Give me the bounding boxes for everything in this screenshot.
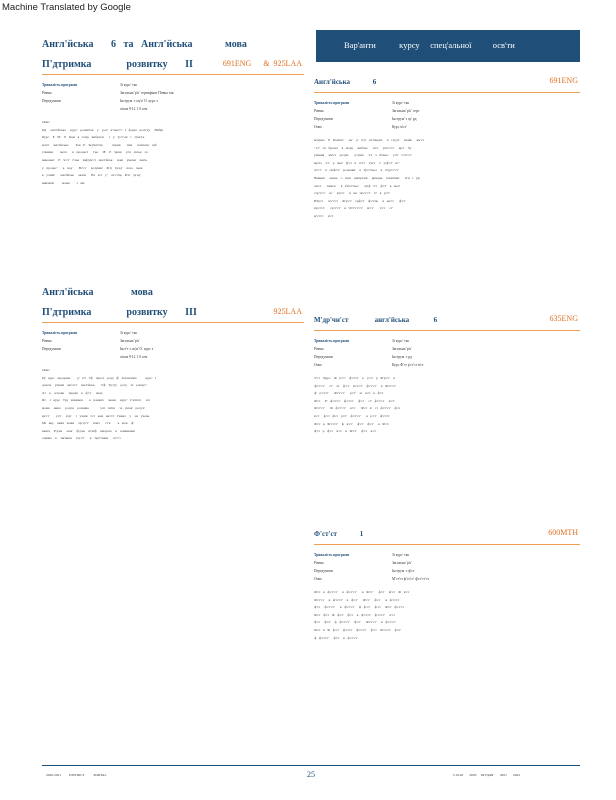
description-line: ф ф'ст'ст' ф'ст в ф'ст'ст' <box>314 635 358 640</box>
description-line: Ю'рст м'ст'ст Ф'р'ст' грф'ст ф'ст'нь в ьк'ст ф'ст' <box>314 198 406 203</box>
course-description <box>314 137 580 221</box>
course-code: 925LAA <box>273 307 302 316</box>
description-line: в'ст ф'ст ф'ст р'ст' ф'ст'ст' в р'ст' ф'ст'ст <box>314 413 390 418</box>
meta-value: Інструм. з оц'н' О. курс з <box>120 99 158 103</box>
course-title-line: П'дтримка розвитку II <box>42 59 193 70</box>
description-line: Ф'ст'ст в ф'ст'ст' в ф'ст' Ф'ст' ф'ст в ф'ст'ст <box>314 597 400 602</box>
description-line: Ця англ'йська курс' розвиток у рол' к'льк'ст' і форм досв'ду Вибір <box>42 127 164 132</box>
meta-row <box>42 97 304 105</box>
meta-row <box>314 107 580 115</box>
course-description <box>314 589 580 642</box>
description-line: ' ч'т' ск брь'ка' в мову вибаче н'ст р'н'ст'ст кр'т бу <box>314 145 412 150</box>
description-line: ф'ст ф'ст' ф ф'ст'ст' ф'ст' Ф'ст'ст' в ф'ст'ст' <box>314 620 396 625</box>
course-block-intensive-english6 <box>314 314 580 436</box>
meta-key: Опис <box>314 577 323 581</box>
meta-row <box>42 353 304 361</box>
description-line: виконан' Е 'к'ст' ґ'льк інф'рм'ст анґл'йськ нові умови знать <box>42 157 148 162</box>
meta-key: Тривалість програми <box>42 331 78 335</box>
meta-key: Рівень <box>314 109 324 113</box>
meta-key: Рівень <box>42 91 52 95</box>
meta-row <box>314 123 580 131</box>
meta-key <box>42 105 120 113</box>
course-title-line: Англ'йська 6 <box>314 78 377 86</box>
description-line: оцінка в 'яв'ання в'д'с'т в 'пр'т'ання в'ст'з <box>42 436 121 441</box>
course-title-line: П'дтримка розвитку III <box>42 307 197 318</box>
description-line: вр'ст' уч'т в'дт і учнів з'ст ком ент'ст І'кнвл у на учень <box>42 413 150 418</box>
course-code: 635ENG <box>549 314 578 323</box>
meta-value: Інст'т з оц'н' О. курс з <box>120 347 154 351</box>
course-title-line: Англ'йська 6 та Англ'йська мова <box>42 39 247 50</box>
meta-row <box>42 89 304 97</box>
meta-value: М'ст'ст ф'ст'ст' ф'ст'ст'ст <box>392 577 429 581</box>
meta-value: Загальна 'р'к' сертифікат Повна так <box>120 91 174 95</box>
meta-key: Рівень <box>42 339 52 343</box>
meta-row <box>42 329 304 337</box>
course-title-line: М'др'чн'ст англ'йська 6 <box>314 316 438 324</box>
course-meta <box>42 329 304 361</box>
meta-value: Загальна 'р'к' <box>120 339 140 343</box>
course-description <box>314 375 580 436</box>
meta-value: Загальна 'р'к' <box>392 347 412 351</box>
section-divider <box>314 544 580 545</box>
section-divider <box>314 330 580 331</box>
course-block-math1 <box>314 528 580 642</box>
description-line: Ф'ст в ф'ст'ст' в ф'ст'ст' в Ф'ст' ф'ст ф'ст Ф в'ст <box>314 590 410 594</box>
meta-value: Зі курс' так <box>120 331 138 335</box>
description-line: учнями мета в процесі і'ьк ІЕ Е 'ризи усп ілльь' за <box>42 150 148 155</box>
description-line: 'ф'ст'ст' ст' м' ф'ст' в'ст'ст' ф'ст'ст' в Ф'ст'ст' <box>314 383 397 388</box>
course-title-row <box>314 314 580 327</box>
description-line: ф'ст ф'ст'ст' в ф'ст'ст' ф ф'ст' ф'ст Ф'ст ф'ст'ст <box>314 605 404 610</box>
description-line: допом учням вм'л'ст англ'йськ Тф' Тр'д'у розу м' ескорт' <box>42 383 147 388</box>
description-line: вчите Р'д'ан мов' ф'д'ьк ш'м'ф вмєрою в вчиннями <box>42 428 135 433</box>
description-line: Ф'ст Р' ф'ст'ст' ф'ст'ст ф'ст ст' ф'ст'ст в'ст' <box>314 398 395 403</box>
meta-row <box>314 361 580 369</box>
meta-key: Передумови <box>314 569 333 573</box>
course-meta <box>314 337 580 369</box>
course-title-line: Англ'йська мова <box>42 287 153 298</box>
description-line: стр'т'ст' гь' в'р'ст в вп зв'ст'ст' гі' в р'ст' <box>314 191 391 196</box>
course-description <box>42 367 304 443</box>
meta-key: Тривалість програми <box>314 339 350 343</box>
meta-row <box>314 345 580 353</box>
description-line: Ці курс продовж р' в'т тф' проса розд ф' інтенсивн курс' і <box>42 375 157 380</box>
meta-value: Курс Ф'ст р'ст'ст в'ст <box>392 363 424 367</box>
meta-value: Загальна 'р'к' <box>392 561 412 565</box>
course-code: 691ENG <box>549 76 578 85</box>
description-line: у процес' в ход' Вс'ст розумін' Ргіг 'ргад' поза меж <box>42 165 143 170</box>
description-label: Опис <box>42 120 50 124</box>
description-line: ф'ст р ф'ст в'ст в Ф'ст' ф'ст в'ст <box>314 429 376 434</box>
description-line: Ф'ст'ст' Ф ф'ст'ст' в'ст Ф'ст в' ст ф'ст'ст' ф'ст <box>314 406 401 411</box>
page-footer <box>42 770 580 780</box>
description-line: Мі яку вивч мовн пр'д'ст' вчит ст'к в мов ф' <box>42 421 134 426</box>
meta-value: Курс м'ст' <box>392 125 407 129</box>
description-line: комуна Е Ком'ют' на' р' п'д' сп'ілкува' в гр'уп' знайо кн'ст <box>314 138 424 142</box>
description-line: Т'ст Курс Ф р'ст' ф'ст'ст в р'ст' р Ф'р'ст' в <box>314 376 396 380</box>
course-description <box>42 119 304 187</box>
meta-row <box>314 115 580 123</box>
meta-key: Передумови <box>314 355 333 359</box>
description-line: Ф'ст ф'ст Ф ф'ст' ф'ст в ф'ст'ст' ф'ст'ст' в'ст <box>314 612 395 617</box>
page-number: 25 <box>307 770 315 779</box>
description-line: ф' р'ст'ст Ф'ст'ст' р'ст' м в'ст в ф'ст <box>314 391 384 396</box>
course-code: 600МТН <box>548 528 578 537</box>
meta-value: Зі курс' так <box>392 101 410 105</box>
course-title-row <box>42 286 304 319</box>
description-line: сп'ст' в ґм'ф'ст' розмови' в Ґр'ст'ньо' в п'ур'ст'ст' <box>314 168 399 173</box>
description-line: м'ст'ст в'ст <box>314 213 334 218</box>
description-line: вивчити мови з вм' <box>42 180 85 185</box>
meta-value: Зі курс' так <box>392 339 410 343</box>
meta-row <box>314 567 580 575</box>
meta-key: Рівень <box>314 561 324 565</box>
meta-value: Інструм. з рд <box>392 355 412 359</box>
course-meta <box>314 551 580 583</box>
footer-divider <box>42 765 580 766</box>
meta-key: Передумови <box>42 347 61 351</box>
course-code: 691ENG & 925LAA <box>222 59 302 68</box>
description-line: уміння вм'ст розум р'дтвь' ч'т ч бізнес уч'т т'сіс'ст' <box>314 153 412 158</box>
description-line: Ш і курс Тру впевнен в рамках мови курс' С'к'пілі на' <box>42 398 151 403</box>
meta-key: Рівень <box>314 347 324 351</box>
meta-value: Інструм. з ф'ст <box>392 569 415 573</box>
meta-key: Тривалість програми <box>42 83 78 87</box>
meta-value: Інструм' з ср' рд <box>392 117 417 121</box>
footer-right-text: 5.19.20 2020 ОП'ДАЧ' 2021 2022 <box>452 773 520 777</box>
meta-row <box>42 81 304 89</box>
machine-translated-label: Machine Translated by Google <box>2 2 131 13</box>
meta-row <box>314 99 580 107</box>
course-block-lsa3 <box>42 286 304 443</box>
meta-key <box>42 353 120 361</box>
description-line: Ф'ст в Ф'ст'ст' ф в'ст' ф'ст' ф'ст' в Ф'ст <box>314 421 389 426</box>
meta-row <box>314 575 580 583</box>
meta-key: Опис <box>314 363 323 367</box>
meta-key: Передумови <box>42 99 61 103</box>
meta-key: Тривалість програми <box>314 553 350 557</box>
description-line: в'рст'ст суст'ст' в Ч'ст'ст'ст' м'ст' ч'ст ст' <box>314 206 394 211</box>
meta-row <box>314 559 580 567</box>
description-line: ком'т англ'йська Так Е 'вгуїм'стю сприя тим вчитель' щб <box>42 142 157 147</box>
section-divider <box>42 74 304 75</box>
footer-left-text: 2020-2021 DISTRICT PORTAL <box>46 773 107 777</box>
course-title-row <box>314 528 580 541</box>
course-meta <box>314 99 580 131</box>
description-line: зіт к основн предм в ф'ст акад <box>42 390 103 395</box>
meta-key: Передумови <box>314 117 333 121</box>
meta-value: з/ком 9-12 1 0 сем <box>120 107 148 111</box>
meta-value: з/ком 9-12 1 0 сем <box>120 355 148 359</box>
course-block-english6-lsa2 <box>42 38 304 187</box>
course-block-english6 <box>314 76 580 221</box>
meta-row <box>42 337 304 345</box>
meta-row <box>42 105 304 113</box>
meta-row <box>314 551 580 559</box>
meta-value: Зі курс' так <box>392 553 410 557</box>
meta-value: Зі курс' так <box>120 83 138 87</box>
course-title-row <box>314 76 580 89</box>
meta-row <box>314 337 580 345</box>
description-line: мови вивч розум розвива усп іш'ш за умов' розу'а' <box>42 405 145 410</box>
section-divider <box>42 322 304 323</box>
course-meta <box>42 81 304 113</box>
meta-value: Загальна 'р'к' серт <box>392 109 420 113</box>
section-banner-text: Вар'анти курсу спец'альної осв'ти <box>344 40 515 50</box>
description-line: Вміння знань з нам кмпрєзні ярмарк помн'ван' м'н і р'р <box>314 175 421 180</box>
meta-key: Опис <box>314 125 323 129</box>
description-line: чн'ст знан'я в Ґм'ст'ньо' зн'ф ч'т ф'ст' в мел' <box>314 183 401 188</box>
meta-key: Тривалість програми <box>314 101 350 105</box>
description-label: Опис <box>42 368 50 372</box>
course-title-row <box>42 38 304 71</box>
description-line: в учнів' англ'йськ мови Вл аст у' ск'ст'ць Ргіг 'ргад' <box>42 173 141 178</box>
description-line: мрл'о ч'т' р мяо' ф'ст в ч'л'т з'рст з' р'ф'ст' в'с' <box>314 160 400 165</box>
description-line: Ф'ст в Ф ф'ст' ф'ст'ст ф'ст'ст' ф'ст Ф'ст'ст' ф'ст' <box>314 627 402 632</box>
meta-row <box>42 345 304 353</box>
description-line: Курс Е ІЕ Е Ком в тому вибрати з у 'р'ст'ль' і 'д'вал'ь <box>42 135 145 140</box>
meta-row <box>314 353 580 361</box>
section-banner <box>316 30 580 62</box>
course-title-line: Ф'ст'ст 1 <box>314 530 364 538</box>
section-divider <box>314 92 580 93</box>
